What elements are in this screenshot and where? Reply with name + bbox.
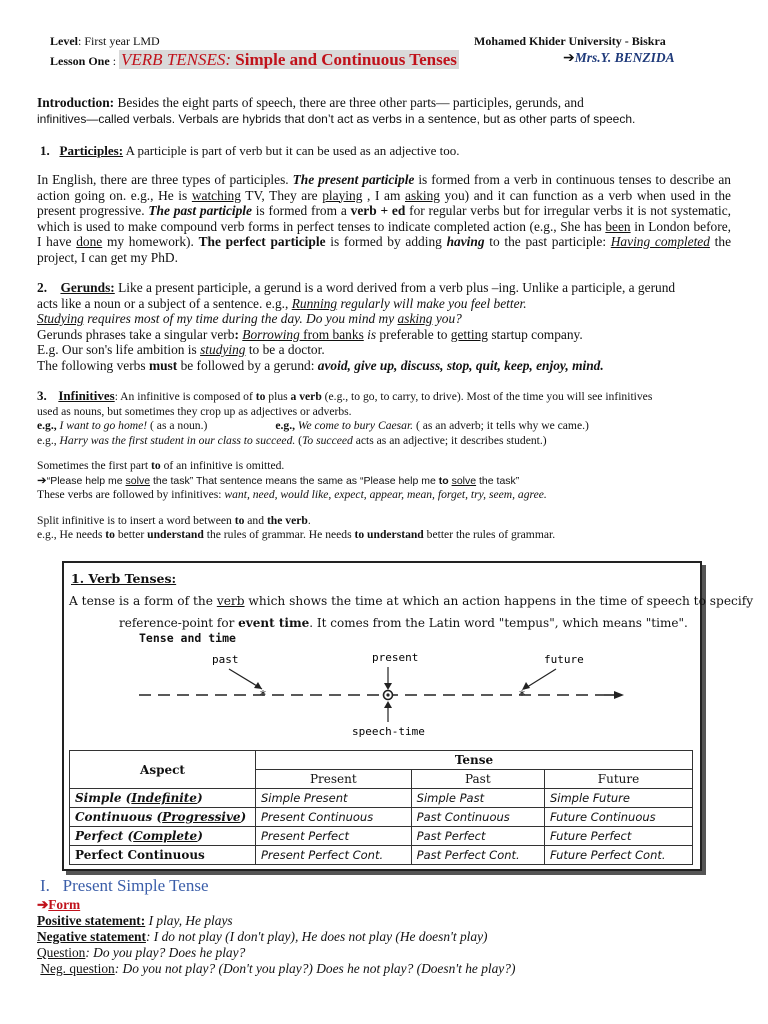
positive-label: Positive statement: bbox=[37, 913, 146, 928]
participles-title: Participles: bbox=[59, 143, 124, 158]
aspect-text-a: Perfect Continuous bbox=[75, 848, 205, 862]
infinitives-text-9a: e.g., He needs bbox=[37, 528, 106, 541]
def2-text-c: . It comes from the Latin word "tempus", which means "time". bbox=[309, 616, 688, 630]
table-cell: Present Continuous bbox=[256, 808, 412, 827]
lesson-title-rest: Simple and Continuous Tenses bbox=[231, 50, 457, 69]
infinitives-text-4a: e.g., bbox=[37, 433, 60, 447]
infinitives-text-3f: ( as an adverb; it tells why we came.) bbox=[413, 419, 589, 432]
infinitives-to-understand: to understand bbox=[354, 528, 424, 541]
level-label: Level bbox=[50, 34, 78, 48]
aspect-text-c: ) bbox=[240, 810, 247, 824]
lesson-line bbox=[50, 50, 459, 70]
timeline-arrowhead bbox=[614, 691, 624, 699]
aspect-cell bbox=[70, 827, 256, 846]
participles-heading-text: A participle is part of verb but it can be used as an adjective too. bbox=[123, 143, 460, 158]
table-cell: Present Perfect Cont. bbox=[256, 846, 412, 865]
example-harry: Harry was the first student in our class to succeed. bbox=[59, 433, 296, 447]
gerunds-line-6a: The following verbs bbox=[37, 357, 149, 373]
speech-time-label: speech-time bbox=[352, 725, 425, 737]
eg-label-1: e.g., bbox=[37, 419, 57, 432]
gerunds-must: must bbox=[148, 357, 178, 373]
aspect-cell bbox=[70, 789, 256, 808]
gerunds-title: Gerunds: bbox=[60, 280, 115, 295]
example-watching: watching bbox=[191, 187, 241, 203]
negative-label: Negative statement bbox=[37, 929, 146, 944]
table-row bbox=[70, 827, 693, 846]
tense-table bbox=[69, 750, 693, 865]
participles-text-g: , I am bbox=[362, 187, 405, 203]
participles-text-a: In English, there are three types of participles. bbox=[37, 172, 293, 187]
infinitives-understand: understand bbox=[147, 528, 204, 541]
future-pointer bbox=[524, 669, 556, 689]
gerunds-line-1: Like a present participle, a gerund is a word derived from a verb plus –ing. Unlike a participle, a gerund bbox=[114, 280, 676, 295]
infinitives-text-1a: : An infinitive is composed of bbox=[114, 390, 256, 403]
infinitives-text-1c: plus bbox=[265, 390, 291, 403]
participles-text-u: to the past participle: bbox=[484, 234, 611, 249]
def2-text-a: reference-point for bbox=[119, 616, 239, 630]
infinitives-line-8 bbox=[37, 514, 652, 529]
lesson-colon: : bbox=[109, 54, 120, 68]
negative-statement-line bbox=[37, 929, 515, 945]
aspect-text-b: Progressive bbox=[162, 810, 241, 824]
verb-tenses-figure bbox=[62, 561, 754, 871]
infinitives-a-verb: a verb bbox=[290, 390, 322, 403]
example-want-to-go-home: I want to go home! bbox=[56, 419, 148, 432]
gerunds-line-4h: startup company. bbox=[488, 326, 583, 342]
negative-text: : I do not play (I don't play), He does not play (He doesn't play) bbox=[145, 929, 488, 944]
intro-text-2: infinitives—called verbals. Verbals are hybrids that don’t act as verbs in a sentence, but as other parts of speech. bbox=[37, 111, 636, 126]
infinitives-line-7 bbox=[37, 488, 652, 503]
present-label: present bbox=[372, 651, 419, 664]
infinitive-verbs-list: want, need, would like, expect, appear, mean, forget, try, seem, agree. bbox=[224, 488, 547, 501]
infinitives-text-6a: “Please help me bbox=[46, 474, 126, 487]
gerunds-line-5c: to be a doctor. bbox=[245, 342, 325, 357]
infinitives-to-4: to bbox=[234, 513, 245, 527]
author-name: Mrs.Y. BENZIDA bbox=[574, 50, 675, 65]
infinitives-title: Infinitives bbox=[58, 388, 115, 403]
table-header-row bbox=[70, 751, 693, 770]
def2-event-time: event time bbox=[238, 616, 310, 630]
infinitives-to-3: to bbox=[438, 474, 449, 487]
infinitives-text-8e: . bbox=[307, 513, 311, 527]
participles-text-e: TV, They are bbox=[240, 187, 323, 203]
table-row bbox=[70, 808, 693, 827]
example-studying-2: studying bbox=[200, 342, 246, 357]
neg-question-label: Neg. question bbox=[40, 961, 115, 976]
example-to-succeed: To succeed bbox=[302, 433, 353, 447]
eg-label-2: e.g., bbox=[275, 419, 295, 432]
infinitives-text-9e: the rules of grammar. He needs bbox=[203, 528, 355, 541]
speech-time-pointer-head bbox=[384, 701, 392, 708]
gerunds-line-6c: be followed by a gerund: bbox=[177, 357, 318, 373]
participles-text-s: is formed by adding bbox=[325, 234, 447, 249]
past-label: past bbox=[212, 653, 239, 666]
intro-text-1: Besides the eight parts of speech, there are three other parts— participles, gerunds, and bbox=[114, 95, 584, 110]
lesson-title-italic: VERB TENSES: bbox=[121, 50, 232, 69]
example-playing: playing bbox=[322, 187, 363, 203]
subheader-past: Past bbox=[411, 770, 544, 789]
question-text: : Do you play? Does he play? bbox=[85, 945, 246, 960]
infinitives-the-verb: the verb bbox=[266, 513, 308, 527]
infinitives-text-9c: better bbox=[114, 528, 148, 541]
subheader-future: Future bbox=[544, 770, 692, 789]
gerunds-line-3b: requires most of my time during the day. Do you mind my bbox=[83, 311, 398, 326]
participles-paragraph bbox=[37, 172, 731, 265]
aspect-cell bbox=[70, 846, 256, 865]
table-cell: Future Perfect Cont. bbox=[544, 846, 692, 865]
participles-number: 1. bbox=[40, 143, 50, 158]
table-cell: Present Perfect bbox=[256, 827, 412, 846]
example-running: Running bbox=[291, 295, 338, 311]
lesson-title bbox=[119, 50, 459, 69]
level-value: : First year LMD bbox=[78, 34, 160, 48]
participles-text-c: is formed from a verb in continuous tenses to describe an action going on. e.g., He is bbox=[37, 172, 731, 203]
gerunds-line-4a: Gerunds phrases take a singular verb bbox=[37, 326, 235, 342]
table-cell: Future Perfect bbox=[544, 827, 692, 846]
positive-text: I play, He plays bbox=[145, 913, 233, 928]
gerunds-line-5a: E.g. Our son's life ambition is bbox=[37, 342, 201, 357]
gerunds-section bbox=[37, 280, 737, 373]
table-cell: Past Perfect bbox=[411, 827, 544, 846]
aspect-cell bbox=[70, 808, 256, 827]
present-simple-heading bbox=[40, 876, 208, 896]
past-star-marker: * bbox=[260, 688, 266, 702]
gerunds-line-4d: from banks bbox=[299, 326, 364, 342]
form-label: Form bbox=[48, 897, 81, 912]
aspect-text-a: Simple ( bbox=[75, 791, 132, 805]
level-line bbox=[50, 34, 160, 49]
infinitives-text-9g: better the rules of grammar. bbox=[423, 528, 556, 541]
def1-verb: verb bbox=[216, 594, 245, 608]
intro-label: Introduction: bbox=[37, 95, 115, 110]
infinitives-to-5: to bbox=[105, 528, 115, 541]
author-line bbox=[563, 50, 675, 67]
gerunds-line-2a: acts like a noun or a subject of a sentence. e.g., bbox=[37, 295, 292, 311]
infinitives-number: 3. bbox=[37, 388, 47, 403]
infinitives-text-3c: ( as a noun.) bbox=[147, 419, 208, 432]
past-participle-term: The past participle bbox=[148, 203, 252, 218]
infinitives-line-2: used as nouns, but sometimes they crop up as adjectives or adverbs. bbox=[37, 404, 352, 418]
neg-question-text: : Do you not play? (Don't you play?) Does he not play? (Doesn't he play?) bbox=[114, 961, 516, 976]
lesson-label: Lesson One bbox=[50, 54, 110, 68]
table-cell: Past Continuous bbox=[411, 808, 544, 827]
table-row bbox=[70, 789, 693, 808]
infinitives-text-8a: Split infinitive is to insert a word between bbox=[37, 513, 235, 527]
table-row bbox=[70, 846, 693, 865]
gerunds-line-4e: is bbox=[363, 326, 377, 342]
gerund-verbs-list: avoid, give up, discuss, stop, quit, keep, enjoy, mind. bbox=[317, 357, 604, 373]
future-star-marker: * bbox=[519, 688, 525, 702]
section-title: Present Simple Tense bbox=[62, 876, 209, 895]
figure-title: 1. Verb Tenses: bbox=[71, 571, 177, 586]
example-asking: asking bbox=[405, 187, 440, 203]
gerunds-line-3d: you? bbox=[432, 311, 462, 326]
example-asking-2: asking bbox=[397, 311, 433, 326]
example-bury-caesar: We come to bury Caesar. bbox=[295, 419, 414, 432]
infinitives-line-4 bbox=[37, 434, 652, 449]
future-label: future bbox=[544, 653, 584, 666]
participles-text-i: you) and it can function as a verb when used in the present progressive. bbox=[37, 187, 731, 218]
def1-text-a: A tense is a form of the bbox=[69, 594, 217, 608]
aspect-header: Aspect bbox=[70, 751, 256, 789]
arrow-icon: ➔ bbox=[37, 897, 49, 912]
example-borrowing: Borrowing bbox=[242, 326, 300, 342]
aspect-text-b: Indefinite bbox=[131, 791, 197, 805]
participles-text-o: in London before, I have bbox=[37, 218, 731, 249]
infinitives-line-5 bbox=[37, 459, 652, 474]
infinitives-text-1e: (e.g., to go, to carry, to drive). Most of the time you will see infinitives bbox=[321, 390, 653, 403]
example-studying: Studying bbox=[37, 311, 84, 326]
gerunds-number: 2. bbox=[37, 280, 48, 295]
example-done: done bbox=[76, 234, 103, 249]
infinitives-line-1 bbox=[37, 389, 652, 405]
aspect-text-b: Complete bbox=[133, 829, 198, 843]
example-getting: getting bbox=[450, 326, 488, 342]
perfect-participle-term: The perfect participle bbox=[198, 234, 326, 249]
university-name: Mohamed Khider University - Biskra bbox=[474, 34, 666, 48]
infinitives-text-5c: of an infinitive is omitted. bbox=[160, 459, 285, 472]
present-participle-term: The present participle bbox=[292, 172, 415, 187]
verb-ed-term: verb + ed bbox=[350, 203, 406, 218]
participles-text-m: for regular verbs but for irregular verbs it is not systematic, which is used to make compound verb forms in perfect tenses to indicate completed action (e.g., She has bbox=[37, 203, 731, 234]
table-cell: Future Continuous bbox=[544, 808, 692, 827]
aspect-text-a: Continuous ( bbox=[75, 810, 163, 824]
infinitives-line-3 bbox=[37, 419, 652, 434]
def1-text-c: which shows the time at which an action happens in the time of speech to specify bbox=[244, 594, 754, 608]
gerunds-line-4f: preferable to bbox=[376, 326, 451, 342]
infinitives-text-7a: These verbs are followed by infinitives: bbox=[37, 488, 225, 501]
infinitives-to: to bbox=[255, 390, 266, 403]
infinitives-line-6 bbox=[37, 474, 652, 489]
gerunds-line-2c: regularly will make you feel better. bbox=[337, 295, 527, 311]
table-cell: Simple Future bbox=[544, 789, 692, 808]
form-line bbox=[37, 897, 515, 913]
subheader-present: Present bbox=[256, 770, 412, 789]
question-label: Question bbox=[37, 945, 86, 960]
tense-and-time-subtitle: Tense and time bbox=[139, 631, 236, 645]
aspect-text-c: ) bbox=[196, 791, 203, 805]
table-cell: Simple Past bbox=[411, 789, 544, 808]
table-cell: Past Perfect Cont. bbox=[411, 846, 544, 865]
having-term: having bbox=[446, 234, 485, 249]
gerunds-line-4b: : bbox=[234, 326, 243, 342]
example-solve-2: solve bbox=[451, 474, 477, 487]
aspect-text-a: Perfect ( bbox=[75, 829, 134, 843]
aspect-text-c: ) bbox=[197, 829, 203, 843]
arrow-icon: ➔ bbox=[563, 51, 575, 66]
example-having-completed: Having completed bbox=[610, 234, 710, 249]
present-marker-dot bbox=[386, 693, 389, 696]
participles-text-q: my homework). bbox=[102, 234, 199, 249]
participles-heading bbox=[40, 143, 460, 159]
participles-text-k: is formed from a bbox=[251, 203, 351, 218]
infinitives-line-9 bbox=[37, 528, 652, 543]
figure-definition-1 bbox=[69, 594, 753, 608]
positive-statement-line bbox=[37, 913, 515, 929]
timeline-diagram bbox=[64, 647, 696, 737]
infinitives-text-4e: acts as an adjective; it describes student.) bbox=[352, 433, 547, 447]
arrow-icon: ➔ bbox=[37, 473, 47, 487]
infinitives-section bbox=[37, 389, 652, 543]
infinitives-text-8c: and bbox=[244, 513, 267, 527]
participles-text-w: the project, I can get my PhD. bbox=[37, 234, 732, 265]
section-numeral: I. bbox=[40, 876, 50, 895]
question-line bbox=[37, 945, 515, 961]
introduction bbox=[37, 95, 727, 127]
present-simple-form bbox=[37, 897, 515, 977]
infinitives-text-4c: ( bbox=[295, 433, 303, 447]
infinitives-text-6c: the task” That sentence means the same as “Please help me bbox=[150, 474, 439, 487]
tense-header: Tense bbox=[256, 751, 693, 770]
present-pointer-head bbox=[384, 683, 392, 690]
infinitives-to-2: to bbox=[151, 459, 161, 472]
figure-definition-2 bbox=[119, 616, 688, 630]
example-been: been bbox=[605, 218, 631, 234]
table-cell: Simple Present bbox=[256, 789, 412, 808]
example-solve-1: solve bbox=[125, 474, 151, 487]
infinitives-text-6g: the task” bbox=[476, 474, 520, 487]
infinitives-text-5a: Sometimes the first part bbox=[37, 459, 151, 472]
neg-question-line bbox=[37, 961, 515, 977]
